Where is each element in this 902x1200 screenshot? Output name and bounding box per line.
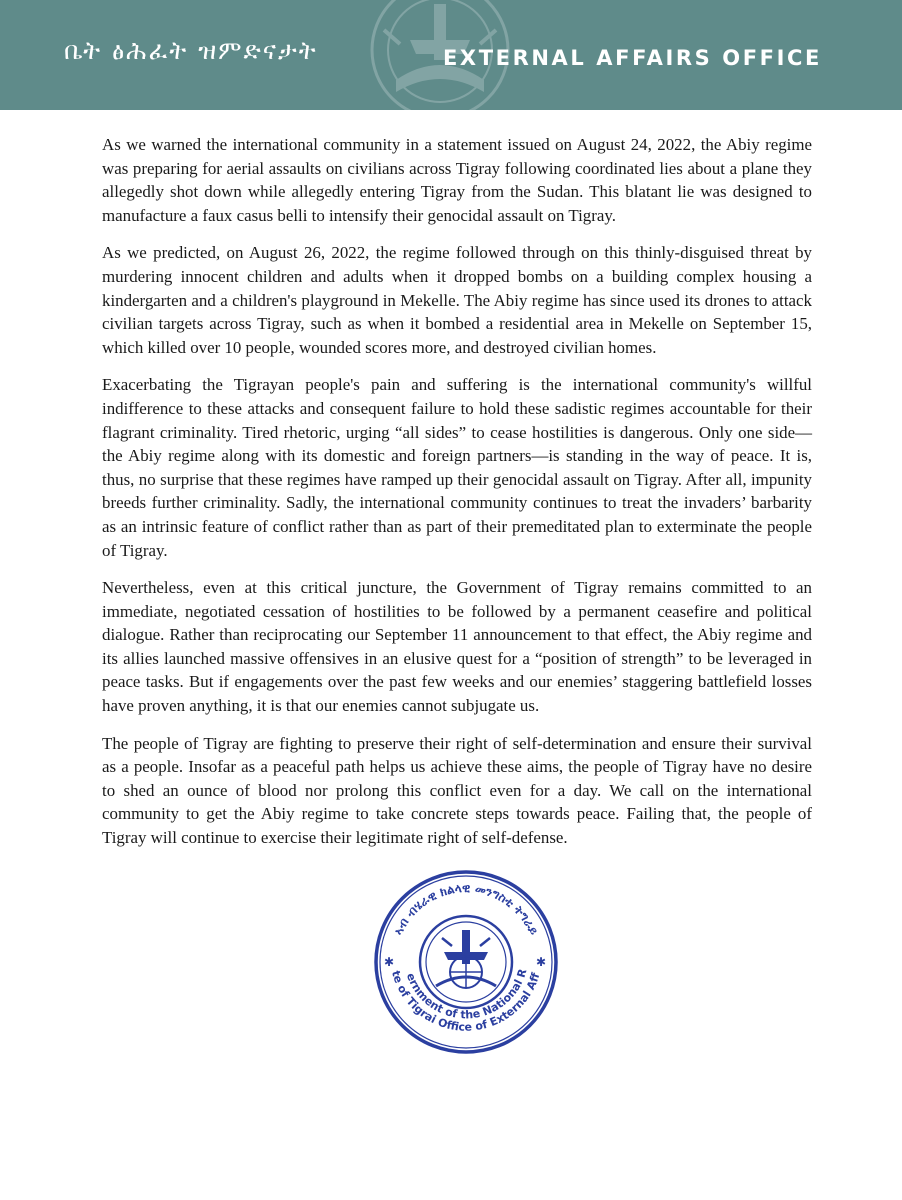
office-name-tigrinya: ቤት ፅሕፈት ዝምድናታት <box>64 36 318 65</box>
letterhead-banner <box>0 0 902 110</box>
seal-icon <box>372 868 560 1056</box>
svg-text:State of Tigrai Office of Exte: te of Tigrai Office of External Affairs <box>389 969 543 1034</box>
paragraph: As we predicted, on August 26, 2022, the regime followed through on this thinly-disguised threat by murdering innocent children and adults when it dropped bombs on a building complex housing a kindergarten and a children's playground in Mekelle. The Abiy regime has since used its drones to attack civilian targets across Tigray, such as when it bombed a residential area in Mekelle on September 15, which killed over 10 people, wounded scores more, and destroyed civilian homes. <box>102 243 812 357</box>
office-name-english: EXTERNAL AFFAIRS OFFICE <box>442 46 822 70</box>
svg-text:✱: ✱ <box>384 955 395 969</box>
svg-text:✱: ✱ <box>536 955 547 969</box>
official-seal-stamp <box>372 868 560 1056</box>
statement-body <box>102 133 812 864</box>
paragraph: As we warned the international community in a statement issued on August 24, 2022, the Abiy regime was preparing for aerial assaults on civilians across Tigray following coordinated lies about a plane they allegedly shot down while allegedly entering Tigray from the Sudan. This blatant lie was designed to manufacture a faux casus belli to intensify their genocidal assault on Tigray. <box>102 135 812 225</box>
svg-text:ኣብ ብሄራዊ ክልላዊ መንግስቲ ትግራይ: ኣብ ብሄራዊ ክልላዊ መንግስቲ ትግራይ <box>390 880 542 938</box>
svg-text:The Government of the National: ernment of the National R <box>403 967 530 1022</box>
paragraph: The people of Tigray are fighting to preserve their right of self-determination and ensure their survival as a people. Insofar as a peaceful path helps us achieve these aims, the people of Tigray have no desire to shed an ounce of blood nor prolong this conflict even for a day. We call on the international community to get the Abiy regime to take concrete steps towards peace. Failing that, the people of Tigray will continue to exercise their legitimate right of self-defense. <box>102 733 812 848</box>
paragraph: Exacerbating the Tigrayan people's pain and suffering is the international community's willful indifference to these attacks and consequent failure to hold these sadistic regimes accountable for their flagrant criminality. Tired rhetoric, urging “all sides” to cease hostilities is dangerous. Only one side—the Abiy regime along with its domestic and foreign partners—is standing in the way of peace. It is, thus, no surprise that these regimes have ramped up their genocidal assault on Tigray. After all, impunity breeds further criminality. Sadly, the international community continues to treat the invaders’ barbarity as an intrinsic feature of conflict rather than as part of their premeditated plan to exterminate the people of Tigray. <box>102 375 812 560</box>
paragraph: Nevertheless, even at this critical juncture, the Government of Tigray remains committed to an immediate, negotiated cessation of hostilities to be followed by a permanent ceasefire and political dialogue. Rather than reciprocating our September 11 announcement to that effect, the Abiy regime and its allies launched massive offensives in an elusive quest for a “position of strength” to be leveraged in peace tasks. But if engagements over the past few weeks and our enemies’ staggering battlefield losses have proven anything, it is that our enemies cannot subjugate us. <box>102 578 812 716</box>
